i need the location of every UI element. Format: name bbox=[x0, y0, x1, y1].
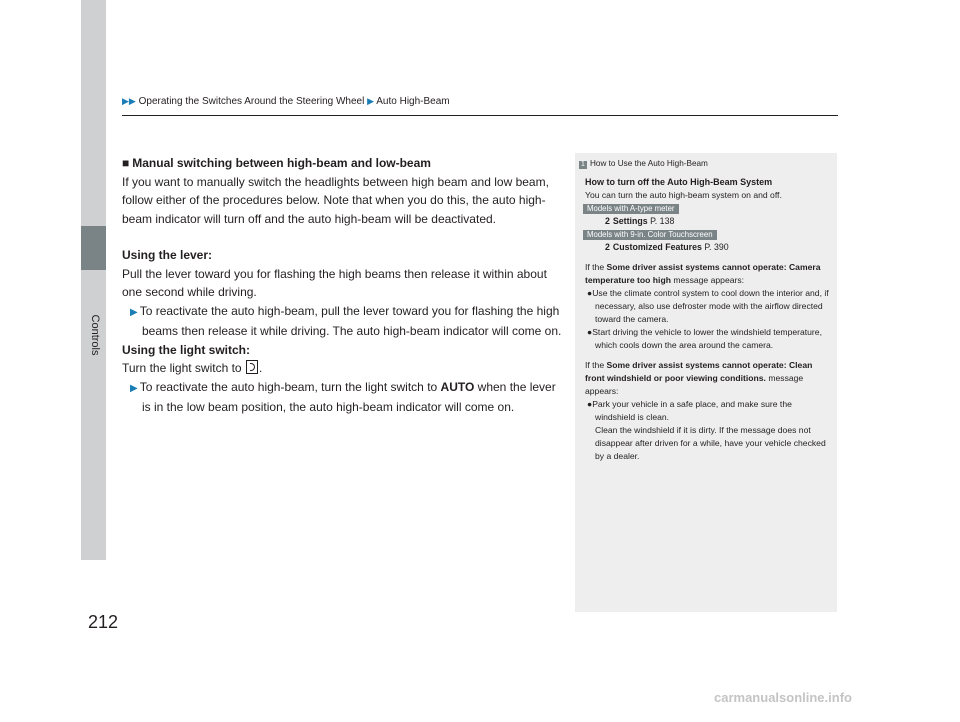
header-rule bbox=[122, 115, 838, 116]
bullet-item: ●Use the climate control system to cool down the interior and, if necessary, also use defroster mode with the airflow directed toward the camera. bbox=[587, 288, 829, 324]
lever-line: one second while driving. bbox=[122, 285, 257, 299]
note-number-icon: 1 bbox=[579, 161, 587, 169]
lever-heading: Using the lever: bbox=[122, 248, 213, 262]
square-bullet-icon: ■ bbox=[122, 156, 130, 170]
bullet-item: ●Park your vehicle in a safe place, and make sure the windshield is clean. bbox=[587, 399, 792, 422]
switch-line: Turn the light switch to . bbox=[122, 361, 263, 375]
headlight-symbol-icon bbox=[246, 360, 258, 374]
breadcrumb-arrow-icon: ▶▶ bbox=[122, 96, 136, 106]
breadcrumb-part-1: Operating the Switches Around the Steering Wheel bbox=[138, 96, 365, 107]
switch-bullet: ▶ To reactivate the auto high-beam, turn the light switch to AUTO when the lever is in the low beam position, the auto high-beam indicator will come on. bbox=[130, 379, 556, 414]
main-content bbox=[122, 154, 562, 417]
side-note-title: 1 How to Use the Auto High-Beam bbox=[579, 157, 833, 170]
reference-arrow-icon: 2 bbox=[605, 242, 610, 252]
arrow-bullet-icon: ▶ bbox=[130, 306, 138, 318]
intro-line: beam indicator will turn off and the auto high-beam will be deactivated. bbox=[122, 211, 496, 226]
side-note-panel bbox=[575, 153, 837, 612]
breadcrumb bbox=[122, 96, 450, 107]
bullet-item: ●Start driving the vehicle to lower the windshield temperature, which cools down the area around the camera. bbox=[587, 327, 822, 350]
page-number: 212 bbox=[88, 612, 119, 632]
message-condition: If the Some driver assist systems cannot operate: Clean front windshield or poor viewing conditions. message appears: bbox=[585, 360, 813, 396]
sidebar-section-tab bbox=[81, 226, 106, 270]
breadcrumb-arrow-icon: ▶ bbox=[367, 96, 375, 106]
intro-line: follow either of the procedures below. Note that when you do this, the auto high- bbox=[122, 193, 546, 207]
watermark: carmanualsonline.info bbox=[714, 690, 852, 705]
section-heading: ■ Manual switching between high-beam and low-beam bbox=[122, 156, 431, 170]
side-note-heading: How to turn off the Auto High-Beam System bbox=[585, 177, 773, 187]
sidebar-label: Controls bbox=[89, 314, 101, 356]
message-condition: If the Some driver assist systems cannot operate: Camera temperature too high message appears: bbox=[585, 262, 821, 285]
arrow-bullet-icon: ▶ bbox=[130, 382, 138, 394]
breadcrumb-part-2: Auto High-Beam bbox=[376, 96, 450, 107]
bullet-continuation: Clean the windshield if it is dirty. If the message does not disappear after driven for a while, have your vehicle checked by a dealer. bbox=[595, 425, 826, 461]
model-badge: Models with A-type meter bbox=[583, 204, 679, 214]
cross-reference[interactable]: 2 Settings P. 138 bbox=[605, 216, 675, 226]
side-note-line: You can turn the auto high-beam system on and off. bbox=[585, 190, 782, 200]
reference-arrow-icon: 2 bbox=[605, 216, 610, 226]
cross-reference[interactable]: 2 Customized Features P. 390 bbox=[605, 242, 729, 252]
intro-line: If you want to manually switch the headlights between high beam and low beam, bbox=[122, 174, 549, 189]
sidebar-strip bbox=[81, 0, 106, 560]
switch-heading: Using the light switch: bbox=[122, 342, 250, 357]
model-badge: Models with 9-in. Color Touchscreen bbox=[583, 230, 717, 240]
lever-line: Pull the lever toward you for flashing the high beams then release it within about bbox=[122, 266, 547, 281]
lever-bullet: ▶ To reactivate the auto high-beam, pull the lever toward you for flashing the high beams then release it while driving. The auto high-beam indicator will come on. bbox=[130, 303, 562, 338]
